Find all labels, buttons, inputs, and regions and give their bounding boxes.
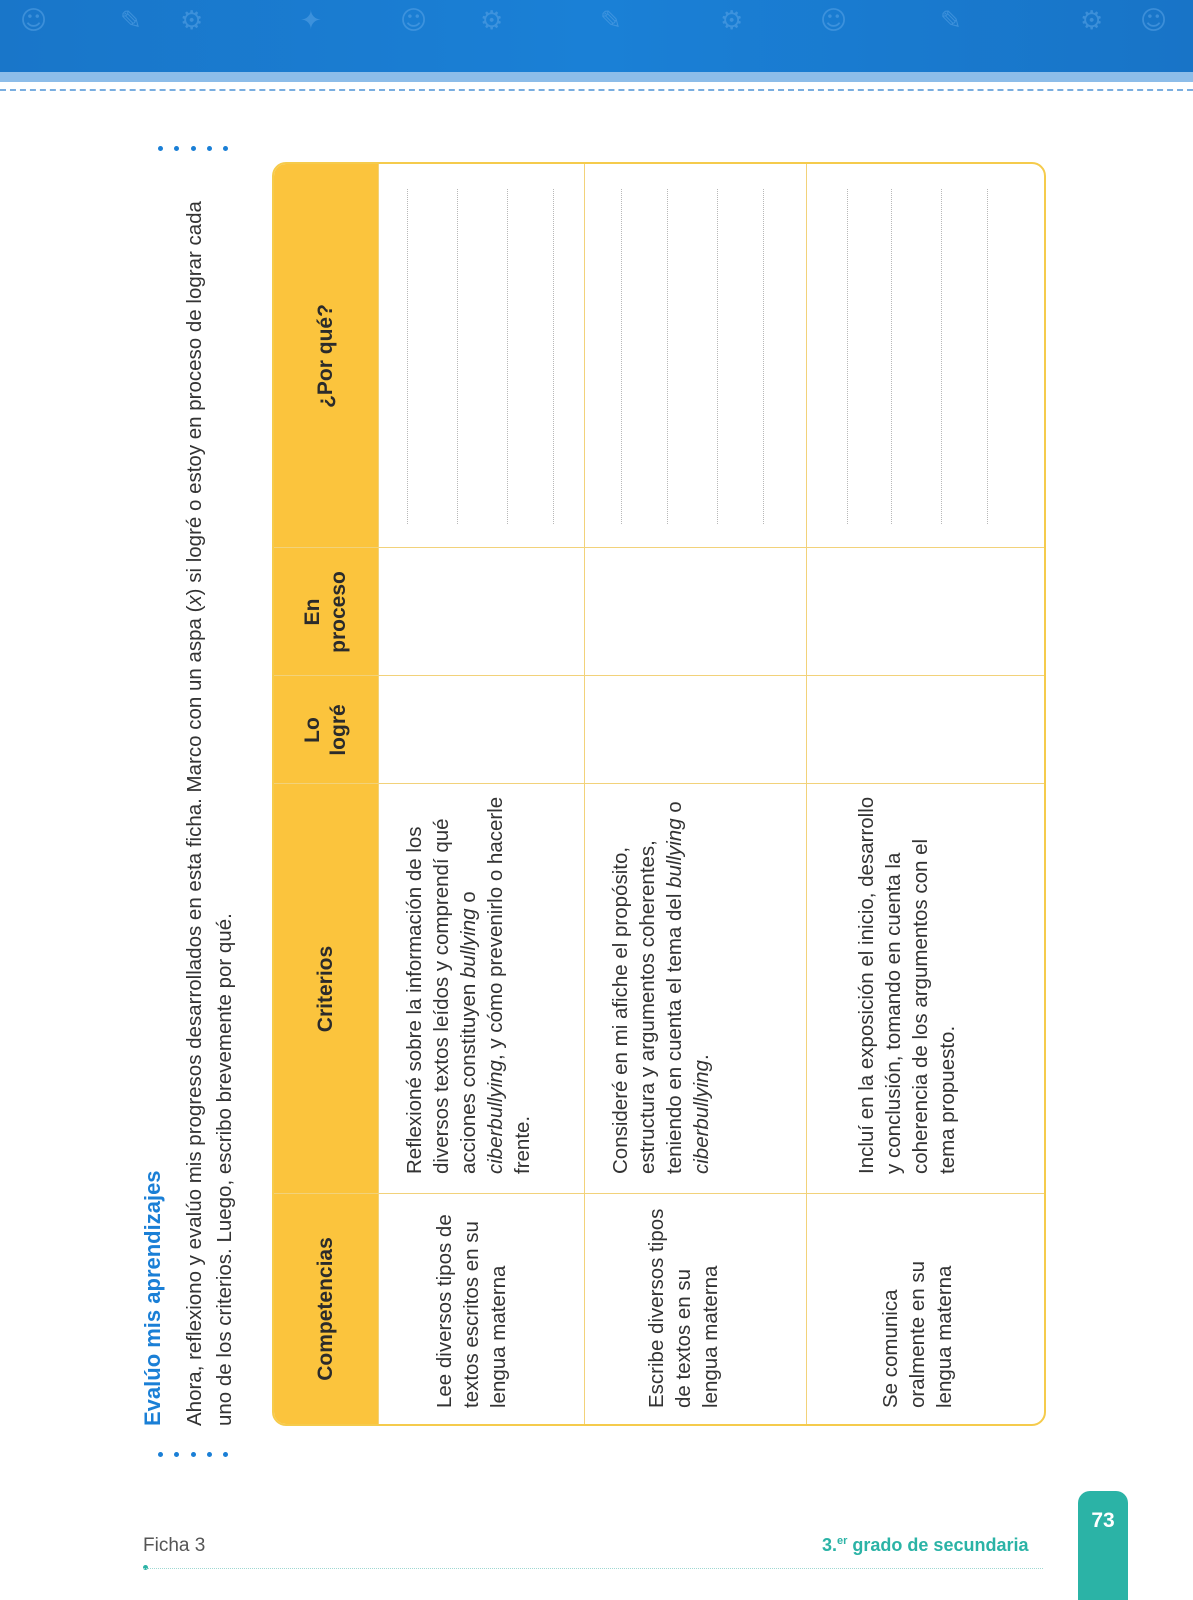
en-proceso-checkbox[interactable]	[379, 548, 585, 676]
competencia-cell: Escribe diversos tipos de textos en su lengua materna	[645, 1208, 722, 1408]
page-number: 73	[1078, 1491, 1128, 1600]
por-que-answer-field[interactable]	[585, 189, 807, 524]
lo-logre-checkbox[interactable]	[585, 676, 807, 784]
header-en-proceso: En proceso	[301, 571, 350, 653]
criterio-cell: Incluí en la exposición el inicio, desarrollo y conclusión, tomando en cuenta la coherencia de los argumentos con el tema propuesto.	[855, 796, 959, 1174]
competencia-cell: Lee diversos tipos de textos escritos en su lengua materna	[433, 1214, 510, 1408]
criterio-cell: Reflexioné sobre la información de los diversos textos leídos y comprendí qué acciones constituyen bullying o ciberbullying, y cómo prevenirlo o hacerle frente.	[403, 796, 534, 1174]
section-title: Evalúo mis aprendizajes	[140, 1170, 165, 1426]
top-banner	[0, 0, 1193, 72]
doodle-icon: ☺	[400, 6, 428, 36]
gear-icon: ⚙	[480, 6, 504, 36]
doodle-icon: ✎	[120, 6, 142, 36]
en-proceso-checkbox[interactable]	[807, 548, 1045, 676]
header-criterios: Criterios	[314, 945, 337, 1033]
doodle-icon: ✎	[940, 6, 962, 36]
table-row	[806, 164, 1045, 1424]
lo-logre-checkbox[interactable]	[379, 676, 585, 784]
en-proceso-checkbox[interactable]	[585, 548, 807, 676]
gear-icon: ⚙	[1080, 6, 1104, 36]
gear-icon: ⚙	[180, 6, 204, 36]
por-que-answer-field[interactable]	[379, 189, 585, 524]
doodle-icon: ☺	[1140, 6, 1168, 36]
doodle-icon: ☺	[820, 6, 848, 36]
header-por-que: ¿Por qué?	[314, 304, 337, 408]
doodle-icon: ☺	[20, 6, 48, 36]
lo-logre-checkbox[interactable]	[807, 676, 1045, 784]
table-row	[584, 164, 807, 1424]
gear-icon: ⚙	[720, 6, 744, 36]
instructions: Ahora, reflexiono y evalúo mis progresos desarrollados en esta ficha. Marco con un aspa (x) si logré o estoy en proceso de lograr cada uno de los criterios. Luego, escribo brevemente por qué.	[183, 201, 236, 1426]
banner-strip	[0, 72, 1193, 82]
header-lo-logre: Lo logré	[301, 704, 350, 756]
decorative-dots-icon	[158, 146, 228, 154]
header-competencias: Competencias	[314, 1237, 337, 1381]
footer-grade: 3.$^{er}$ grado de secundaria	[822, 1535, 1029, 1555]
competencia-cell: Se comunica oralmente en su lengua materna	[879, 1260, 956, 1408]
table-row	[378, 164, 585, 1424]
por-que-answer-field[interactable]	[807, 189, 1045, 524]
self-evaluation-table	[272, 162, 1046, 1426]
footer-divider	[143, 1568, 1043, 1569]
footer-ficha: Ficha 3	[143, 1535, 206, 1556]
decorative-dots-icon	[158, 1452, 228, 1460]
criterio-cell: Consideré en mi afiche el propósito, estructura y argumentos coherentes, teniendo en cuenta el tema del bullying o ciberbullying.	[609, 801, 713, 1174]
lightbulb-icon: ✦	[300, 6, 322, 36]
doodle-icon: ✎	[600, 6, 622, 36]
divider	[0, 89, 1193, 91]
table-header	[274, 164, 378, 1424]
rotated-content	[140, 160, 1060, 1440]
